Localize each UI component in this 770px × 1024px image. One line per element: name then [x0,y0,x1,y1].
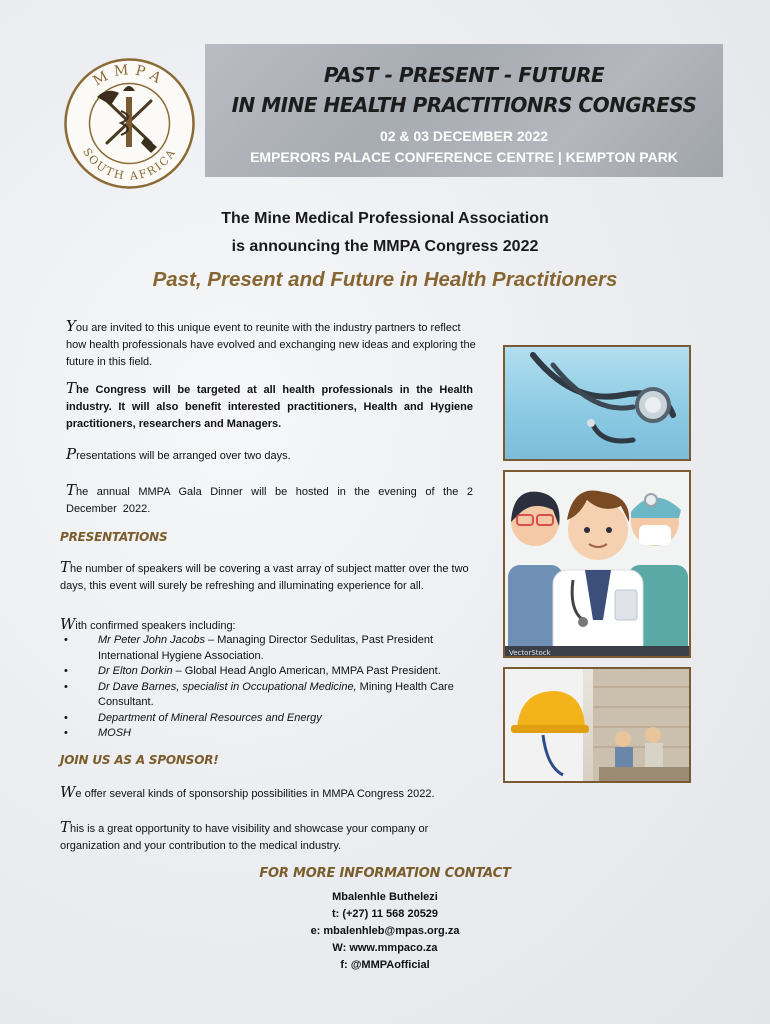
list-item: • Dr Dave Barnes, specialist in Occupational Medicine, Mining Health Care Consultant. [62,680,480,711]
banner-title-line2: IN MINE HEALTH PRACTITIONRS CONGRESS [231,93,697,117]
drop-cap: T [60,818,71,836]
drop-cap: T [66,379,77,397]
health-workers-illustration [503,470,691,658]
banner-title-line1: PAST - PRESENT - FUTURE [323,63,605,87]
presentations-paragraph: The number of speakers will be covering a vast array of subject matter over the two days, this event will surely be refreshing and illuminating experience for all. [60,558,469,592]
photo-frame [503,470,691,658]
headline-line2: is announcing the MMPA Congress 2022 [231,238,539,255]
drop-cap: W [60,615,76,633]
drop-cap: T [60,558,71,576]
intro-paragraph-1: You are invited to this unique event to reunite with the industry partners to reflect how health professionals have evolved and exchanging new ideas and exploring the future in this field. [66,317,476,368]
contact-heading: FOR MORE INFORMATION CONTACT [259,866,511,881]
photo-frame [503,345,691,461]
mining-safety-photo [503,667,691,783]
headline-line1: The Mine Medical Professional Association [221,210,549,227]
intro-paragraph-4: The annual MMPA Gala Dinner will be hosted in the evening of the 2 December 2022. [66,481,473,515]
banner-date: 02 & 03 DECEMBER 2022 [379,128,549,144]
watermark-text: VectorStock [509,649,551,657]
sponsor-paragraph-1: We offer several kinds of sponsorship possibilities in MMPA Congress 2022. [60,783,435,801]
speakers-list [62,633,480,742]
stethoscope-photo [503,345,691,461]
drop-cap: Y [66,317,76,335]
list-item: • Department of Mineral Resources and Energy [62,711,480,727]
contact-social[interactable]: f: @MMPAofficial [340,959,430,971]
intro-paragraph-2: The Congress will be targeted at all health professionals in the Health industry. It will also benefit interested practitioners, Health and Hygiene practitioners, researchers and Managers. [66,379,473,430]
contact-website[interactable]: W: www.mmpaco.za [332,942,438,954]
presentations-heading: PRESENTATIONS [60,530,168,544]
list-item: • MOSH [62,726,480,742]
contact-email[interactable]: e: mbalenhleb@mpas.org.za [310,925,460,937]
logo-bottom-text: SOUTH AFRICA [80,145,179,183]
mmpa-logo [63,57,196,190]
subtitle: Past, Present and Future in Health Practitioners [152,268,618,291]
list-item: • Mr Peter John Jacobs – Managing Director Sedulitas, Past President International Hygiene Association. [62,633,480,664]
sponsor-heading: JOIN US AS A SPONSOR! [60,753,219,767]
photo-frame [503,667,691,783]
drop-cap: T [66,481,77,499]
drop-cap: W [60,783,76,801]
logo-top-text: MMPA [90,61,169,90]
speakers-intro: With confirmed speakers including: [60,615,236,633]
drop-cap: P [66,445,77,463]
contact-name: Mbalenhle Buthelezi [332,891,438,903]
list-item: • Dr Elton Dorkin – Global Head Anglo American, MMPA Past President. [62,664,480,680]
sponsor-paragraph-2: This is a great opportunity to have visibility and showcase your company or organization and your contribution to the medical industry. [60,818,429,852]
event-banner [205,44,723,177]
contact-phone[interactable]: t: (+27) 11 568 20529 [331,908,439,920]
intro-paragraph-3: Presentations will be arranged over two days. [66,445,291,463]
banner-venue: EMPERORS PALACE CONFERENCE CENTRE | KEMPTON PARK [250,149,678,165]
